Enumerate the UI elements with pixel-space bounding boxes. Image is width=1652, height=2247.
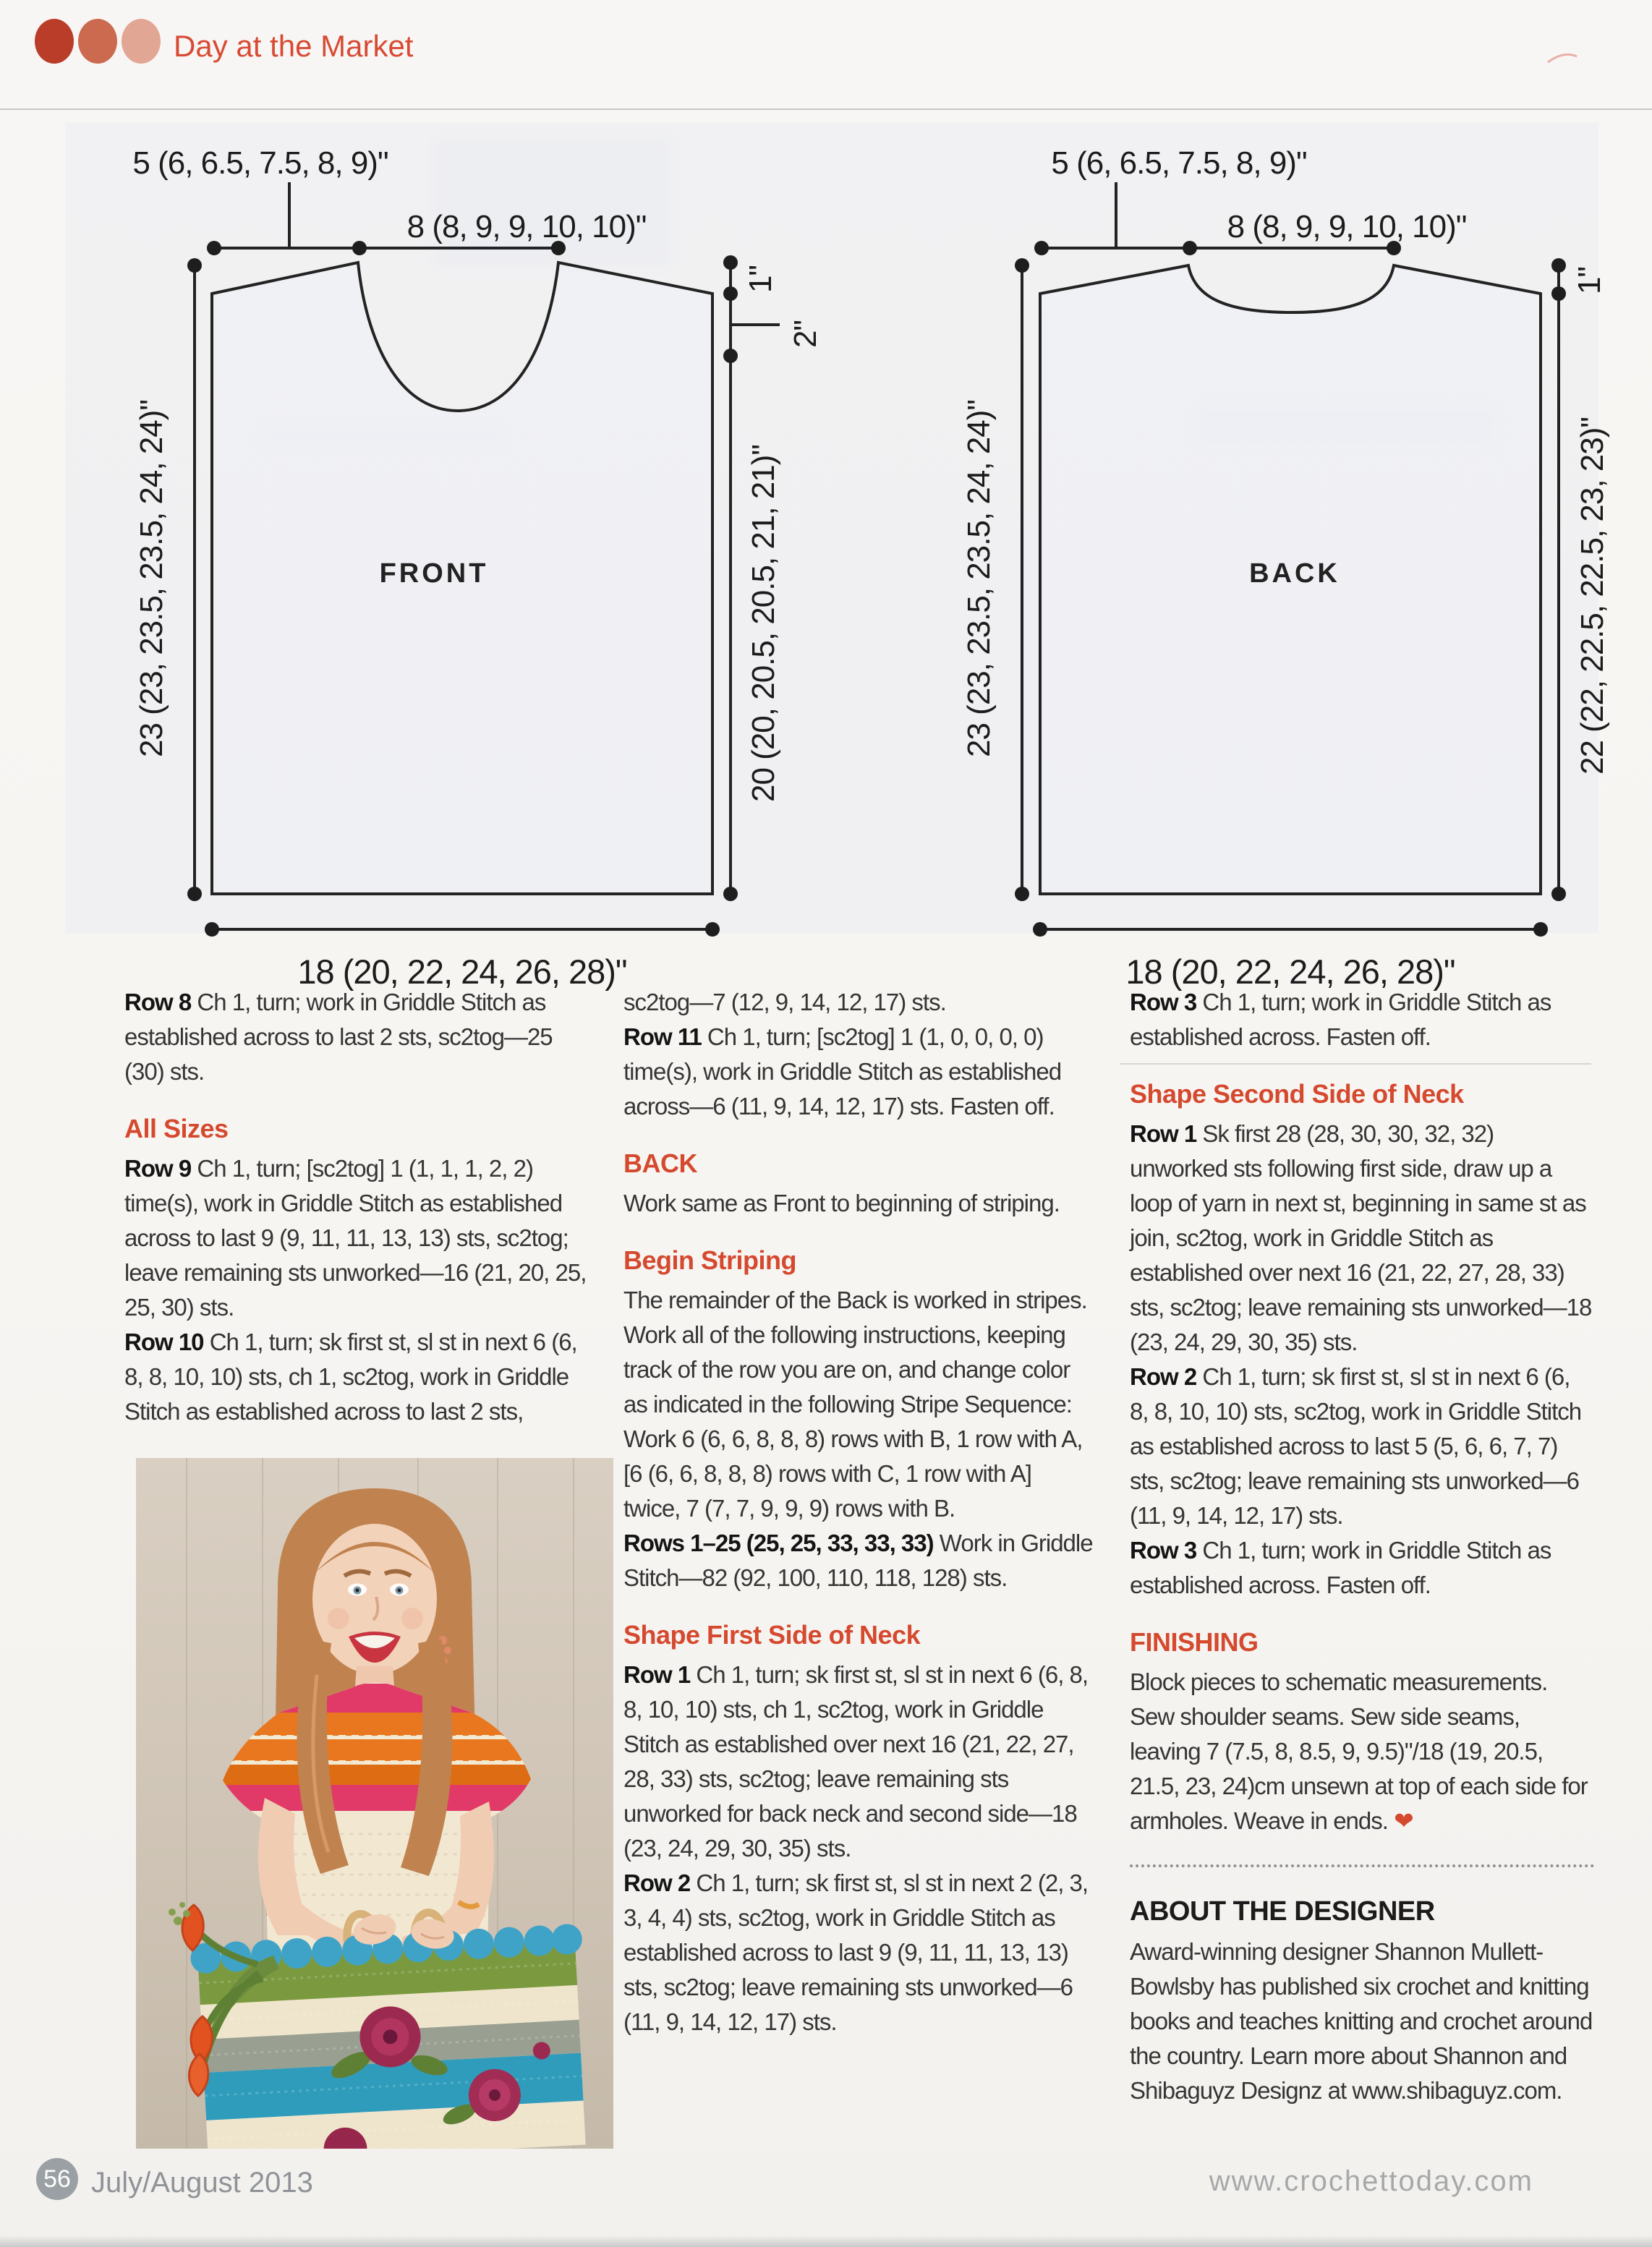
pattern-paragraph: The remainder of the Back is worked in stripes. Work all of the following instructions, keeping track of the row you are on, and change color as indicated in the following Stripe Sequence: Work 6 (6, 6, 8, 8, 8) rows with B, 1 row with A, [6 (6, 6, 8, 8, 8) rows with C, 1 row with A] twice, 7 (7, 7, 9, 9, 9) rows with B. <box>623 1287 1087 1522</box>
front-neck-drop-label: 1" <box>743 265 778 294</box>
website-url: www.crochettoday.com <box>1209 2165 1533 2197</box>
row-label: Row 8 <box>124 989 197 1015</box>
section-heading: BACK <box>623 1148 697 1178</box>
pattern-paragraph: Row 10 Ch 1, turn; sk first st, sl st in next 6 (6, 8, 8, 10, 10) sts, ch 1, sc2tog, work in Griddle Stitch as established across to last 2 sts, <box>124 1329 577 1425</box>
row-label: Row 2 <box>623 1869 697 1896</box>
issue-date: July/August 2013 <box>91 2167 313 2199</box>
row-label: Row 3 <box>1130 1537 1203 1564</box>
model-photo-illustration <box>136 1458 613 2149</box>
pattern-paragraph: Row 3 Ch 1, turn; work in Griddle Stitch as established across. Fasten off. <box>1130 989 1551 1050</box>
row-label: Row 10 <box>124 1329 210 1355</box>
heart-icon: ❤ <box>1387 1807 1413 1834</box>
row-label: Row 1 <box>623 1661 697 1688</box>
row-label: Row 2 <box>1130 1363 1203 1390</box>
pattern-paragraph: Block pieces to schematic measurements. Sew shoulder seams. Sew side seams, leaving 7 (7.5, 8, 8.5, 9, 9.5)"/18 (19, 20.5, 21.5, 23, 24)cm unsewn at top of each side for armholes. Weave in ends. ❤ <box>1130 1668 1588 1834</box>
pattern-paragraph: Row 11 Ch 1, turn; [sc2tog] 1 (1, 0, 0, 0, 0) time(s), work in Griddle Stitch as established across—6 (11, 9, 14, 12, 17) sts. Fasten off. <box>623 1023 1062 1120</box>
front-neck-width-label: 8 (8, 9, 9, 10, 10)" <box>406 209 647 244</box>
back-body-length-label: 22 (22, 22.5, 22.5, 23, 23)" <box>1575 417 1610 775</box>
pattern-paragraph: sc2tog—7 (12, 9, 14, 12, 17) sts. <box>623 989 946 1015</box>
front-shoulder-width-label: 5 (6, 6.5, 7.5, 8, 9)" <box>132 145 388 181</box>
pattern-paragraph: Work same as Front to beginning of striping. <box>623 1190 1060 1216</box>
front-piece-label: FRONT <box>379 558 489 589</box>
page-title: Day at the Market <box>174 29 414 63</box>
scan-mark <box>1544 45 1587 67</box>
pattern-paragraph: Rows 1–25 (25, 25, 33, 33, 33) Work in Griddle Stitch—82 (92, 100, 110, 118, 128) sts. <box>623 1530 1093 1591</box>
row-label: Row 3 <box>1130 989 1203 1015</box>
pattern-paragraph: Row 2 Ch 1, turn; sk first st, sl st in next 6 (6, 8, 8, 10, 10) sts, sc2tog, work in Griddle Stitch as established across to last 5 (5, 6, 6, 7, 7) sts, sc2tog; leave remaining sts unworked—6 (11, 9, 14, 12, 17) sts. <box>1130 1363 1582 1529</box>
model-photo <box>136 1458 613 2149</box>
brand-dot <box>78 19 117 64</box>
pattern-paragraph: Row 2 Ch 1, turn; sk first st, sl st in next 2 (2, 3, 3, 4, 4) sts, sc2tog, work in Griddle Stitch as established across to last 9 (9, 11, 11, 13, 13) sts, sc2tog; leave remaining sts unworked—6 (11, 9, 14, 12, 17) sts. <box>623 1869 1089 2035</box>
brand-dot <box>122 19 161 64</box>
brand-dot <box>35 19 74 64</box>
row-label: Row 1 <box>1130 1120 1203 1147</box>
back-neck-drop-label: 1" <box>1572 266 1607 295</box>
pattern-paragraph: Row 1 Sk first 28 (28, 30, 30, 32, 32) unworked sts following first side, draw up a loop of yarn in next st, beginning in same st as join, sc2tog, work in Griddle Stitch as established over next 16 (21, 22, 27, 28, 33) sts, sc2tog; leave remaining sts unworked—18 (23, 24, 29, 30, 35) sts. <box>1130 1120 1592 1355</box>
blush-right <box>401 1608 423 1629</box>
page-edge-shadow <box>0 2235 1652 2247</box>
text-column-2 <box>623 985 1094 2039</box>
front-body-length-label: 20 (20, 20.5, 20.5, 21, 21)" <box>746 445 781 802</box>
section-heading: Begin Striping <box>623 1245 796 1275</box>
blush-left <box>328 1608 349 1629</box>
page-number-badge: 56 <box>36 2158 78 2200</box>
section-heading: Shape Second Side of Neck <box>1130 1079 1464 1109</box>
back-hem-width-label: 18 (20, 22, 24, 26, 28)" <box>1125 952 1455 991</box>
pattern-paragraph: Row 8 Ch 1, turn; work in Griddle Stitch as established across to last 2 sts, sc2tog—25 (30) sts. <box>124 989 553 1085</box>
dotted-divider <box>1130 1864 1594 1867</box>
row-label: Row 11 <box>623 1023 707 1050</box>
pattern-paragraph: Award-winning designer Shannon Mullett-Bowlsby has published six crochet and knitting books and teaches knitting and crochet around the country. Learn more about Shannon and Shibaguyz Designz at www.shibaguyz.com. <box>1130 1938 1593 2104</box>
text-column-1 <box>124 985 593 2149</box>
pattern-paragraph: Row 1 Ch 1, turn; sk first st, sl st in next 6 (6, 8, 8, 10, 10) sts, ch 1, sc2tog, work in Griddle Stitch as established over next 16 (21, 22, 27, 28, 33) sts, sc2tog; leave remaining sts unworked for back neck and second side—18 (23, 24, 29, 30, 35) sts. <box>623 1661 1089 1862</box>
section-heading: ABOUT THE DESIGNER <box>1130 1896 1435 1927</box>
front-yoke-depth-label: 2" <box>788 320 823 349</box>
pattern-paragraph: Row 3 Ch 1, turn; work in Griddle Stitch as established across. Fasten off. <box>1130 1537 1551 1598</box>
back-piece-label: BACK <box>1249 558 1340 589</box>
schematics-diagram <box>0 108 1652 1012</box>
row-label: Row 9 <box>124 1155 197 1182</box>
front-side-length-label: 23 (23, 23.5, 23.5, 24, 24)" <box>134 400 169 757</box>
pattern-paragraph: Row 9 Ch 1, turn; [sc2tog] 1 (1, 1, 1, 2, 2) time(s), work in Griddle Stitch as established across to last 9 (9, 11, 11, 13, 13) sts, sc2tog; leave remaining sts unworked—16 (21, 20, 25, 25, 30) sts. <box>124 1155 587 1321</box>
back-neck-width-label: 8 (8, 9, 9, 10, 10)" <box>1227 209 1467 244</box>
back-side-length-label: 23 (23, 23.5, 23.5, 24, 24)" <box>961 400 997 757</box>
section-heading: FINISHING <box>1130 1627 1259 1657</box>
text-column-3 <box>1130 985 1594 2108</box>
section-heading: Shape First Side of Neck <box>623 1620 921 1650</box>
section-heading: All Sizes <box>124 1114 229 1143</box>
back-shoulder-width-label: 5 (6, 6.5, 7.5, 8, 9)" <box>1051 145 1307 181</box>
front-hem-width-label: 18 (20, 22, 24, 26, 28)" <box>297 952 627 991</box>
row-label: Rows 1–25 (25, 25, 33, 33, 33) <box>623 1530 940 1556</box>
